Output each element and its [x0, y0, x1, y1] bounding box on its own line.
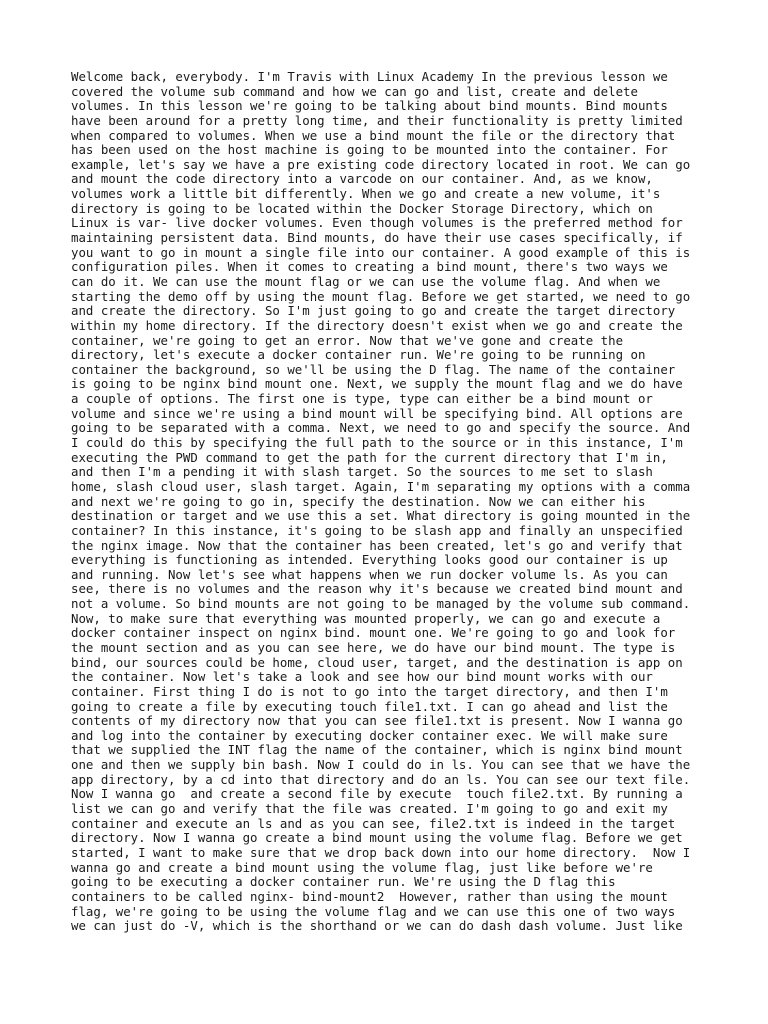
transcript-line: has been used on the host machine is going to be mounted into the container. For [71, 142, 668, 158]
transcript-line: container? In this instance, it's going to be slash app and finally an unspecified [71, 522, 683, 538]
transcript-line: I could do this by specifying the full path to the source or in this instance, I'm [71, 435, 683, 451]
transcript-line: home, slash cloud user, slash target. Again, I'm separating my options with a comma [71, 478, 691, 494]
transcript-line: container. First thing I do is not to go into the target directory, and then I'm [71, 683, 668, 699]
transcript-line: container and execute an ls and as you can see, file2.txt is indeed in the target [71, 815, 676, 831]
transcript-line: flag, we're going to be using the volume flag and we can use this one of two ways [71, 903, 676, 919]
transcript-line: contents of my directory now that you can see file1.txt is present. Now I wanna go [71, 713, 683, 729]
transcript-line: destination or target and we use this a set. What directory is going mounted in the [71, 508, 691, 524]
transcript-line: covered the volume sub command and how we can go and list, create and delete [71, 83, 638, 99]
transcript-line: is going to be nginx bind mount one. Next, we supply the mount flag and we do have [71, 376, 683, 392]
transcript-line: have been around for a pretty long time, and their functionality is pretty limited [71, 112, 683, 128]
transcript-line: docker container inspect on nginx bind. mount one. We're going to go and look for [71, 625, 676, 641]
transcript-line: bind, our sources could be home, cloud user, target, and the destination is app on [71, 654, 683, 670]
transcript-line: executing the PWD command to get the path for the current directory that I'm in, [71, 449, 668, 465]
transcript-line: see, there is no volumes and the reason why it's because we created bind mount and [71, 581, 683, 597]
transcript-line: Linux is var- live docker volumes. Even though volumes is the preferred method for [71, 215, 683, 231]
transcript-line: a couple of options. The first one is type, type can either be a bind mount or [71, 391, 653, 407]
transcript-line: volumes. In this lesson we're going to be talking about bind mounts. Bind mounts [71, 98, 668, 114]
transcript-line: going to create a file by executing touch file1.txt. I can go ahead and list the [71, 698, 668, 714]
transcript-line: the nginx image. Now that the container has been created, let's go and verify that [71, 537, 683, 553]
transcript-line: wanna go and create a bind mount using the volume flag, just like before we're [71, 859, 653, 875]
transcript-line: and running. Now let's see what happens when we run docker volume ls. As you can [71, 566, 668, 582]
transcript-line: configuration piles. When it comes to creating a bind mount, there's two ways we [71, 259, 668, 275]
transcript-line: everything is functioning as intended. Everything looks good our container is up [71, 552, 668, 568]
transcript-line: container, we're going to get an error. Now that we've gone and create the [71, 332, 624, 348]
transcript-line: going to be separated with a comma. Next, we need to go and specify the source. And [71, 420, 691, 436]
transcript-line: app directory, by a cd into that directory and do an ls. You can see our text file. [71, 771, 691, 787]
transcript-body [71, 70, 711, 934]
transcript-line: started, I want to make sure that we drop back down into our home directory. Now I [71, 844, 691, 860]
transcript-line: not a volume. So bind mounts are not going to be managed by the volume sub command. [71, 596, 691, 612]
transcript-line: starting the demo off by using the mount flag. Before we get started, we need to go [71, 288, 691, 304]
transcript-line: the mount section and as you can see here, we do have our bind mount. The type is [71, 639, 676, 655]
transcript-line: one and then we supply bin bash. Now I could do in ls. You can see that we have the [71, 757, 691, 773]
transcript-line: and then I'm a pending it with slash target. So the sources to me set to slash [71, 464, 653, 480]
transcript-line: Welcome back, everybody. I'm Travis with Linux Academy In the previous lesson we [71, 69, 668, 84]
transcript-line: maintaining persistent data. Bind mounts, do have their use cases specifically, if [71, 230, 683, 246]
transcript-line: within my home directory. If the directory doesn't exist when we go and create the [71, 317, 683, 333]
transcript-line: and mount the code directory into a varcode on our container. And, as we know, [71, 171, 653, 187]
transcript-line: directory, let's execute a docker container run. We're going to be running on [71, 347, 646, 363]
transcript-line: volumes work a little bit differently. When we go and create a new volume, it's [71, 186, 661, 202]
transcript-line: list we can go and verify that the file was created. I'm going to go and exit my [71, 801, 668, 817]
transcript-line: example, let's say we have a pre existing code directory located in root. We can go [71, 156, 691, 172]
transcript-line: you want to go in mount a single file into our container. A good example of this is [71, 244, 691, 260]
transcript-line: that we supplied the INT flag the name of the container, which is nginx bind mount [71, 742, 683, 758]
transcript-line: volume and since we're using a bind mount will be specifying bind. All options are [71, 405, 683, 421]
transcript-line: directory is going to be located within the Docker Storage Directory, which on [71, 200, 653, 216]
transcript-line: container the background, so we'll be using the D flag. The name of the container [71, 361, 676, 377]
transcript-line: and next we're going to go in, specify the destination. Now we can either his [71, 493, 646, 509]
transcript-line: Now I wanna go and create a second file by execute touch file2.txt. By running a [71, 786, 683, 802]
transcript-line: directory. Now I wanna go create a bind mount using the volume flag. Before we get [71, 830, 683, 846]
transcript-line: the container. Now let's take a look and see how our bind mount works with our [71, 669, 653, 685]
transcript-line: can do it. We can use the mount flag or we can use the volume flag. And when we [71, 273, 661, 289]
transcript-line: and log into the container by executing docker container exec. We will make sure [71, 727, 668, 743]
transcript-line: we can just do -V, which is the shorthand or we can do dash dash volume. Just like [71, 918, 683, 934]
transcript-line: and create the directory. So I'm just going to go and create the target directory [71, 303, 676, 319]
transcript-line: when compared to volumes. When we use a bind mount the file or the directory that [71, 127, 676, 143]
transcript-line: going to be executing a docker container run. We're using the D flag this [71, 874, 616, 890]
transcript-line: Now, to make sure that everything was mounted properly, we can go and execute a [71, 610, 661, 626]
transcript-line: containers to be called nginx- bind-mount2 However, rather than using the mount [71, 888, 668, 904]
